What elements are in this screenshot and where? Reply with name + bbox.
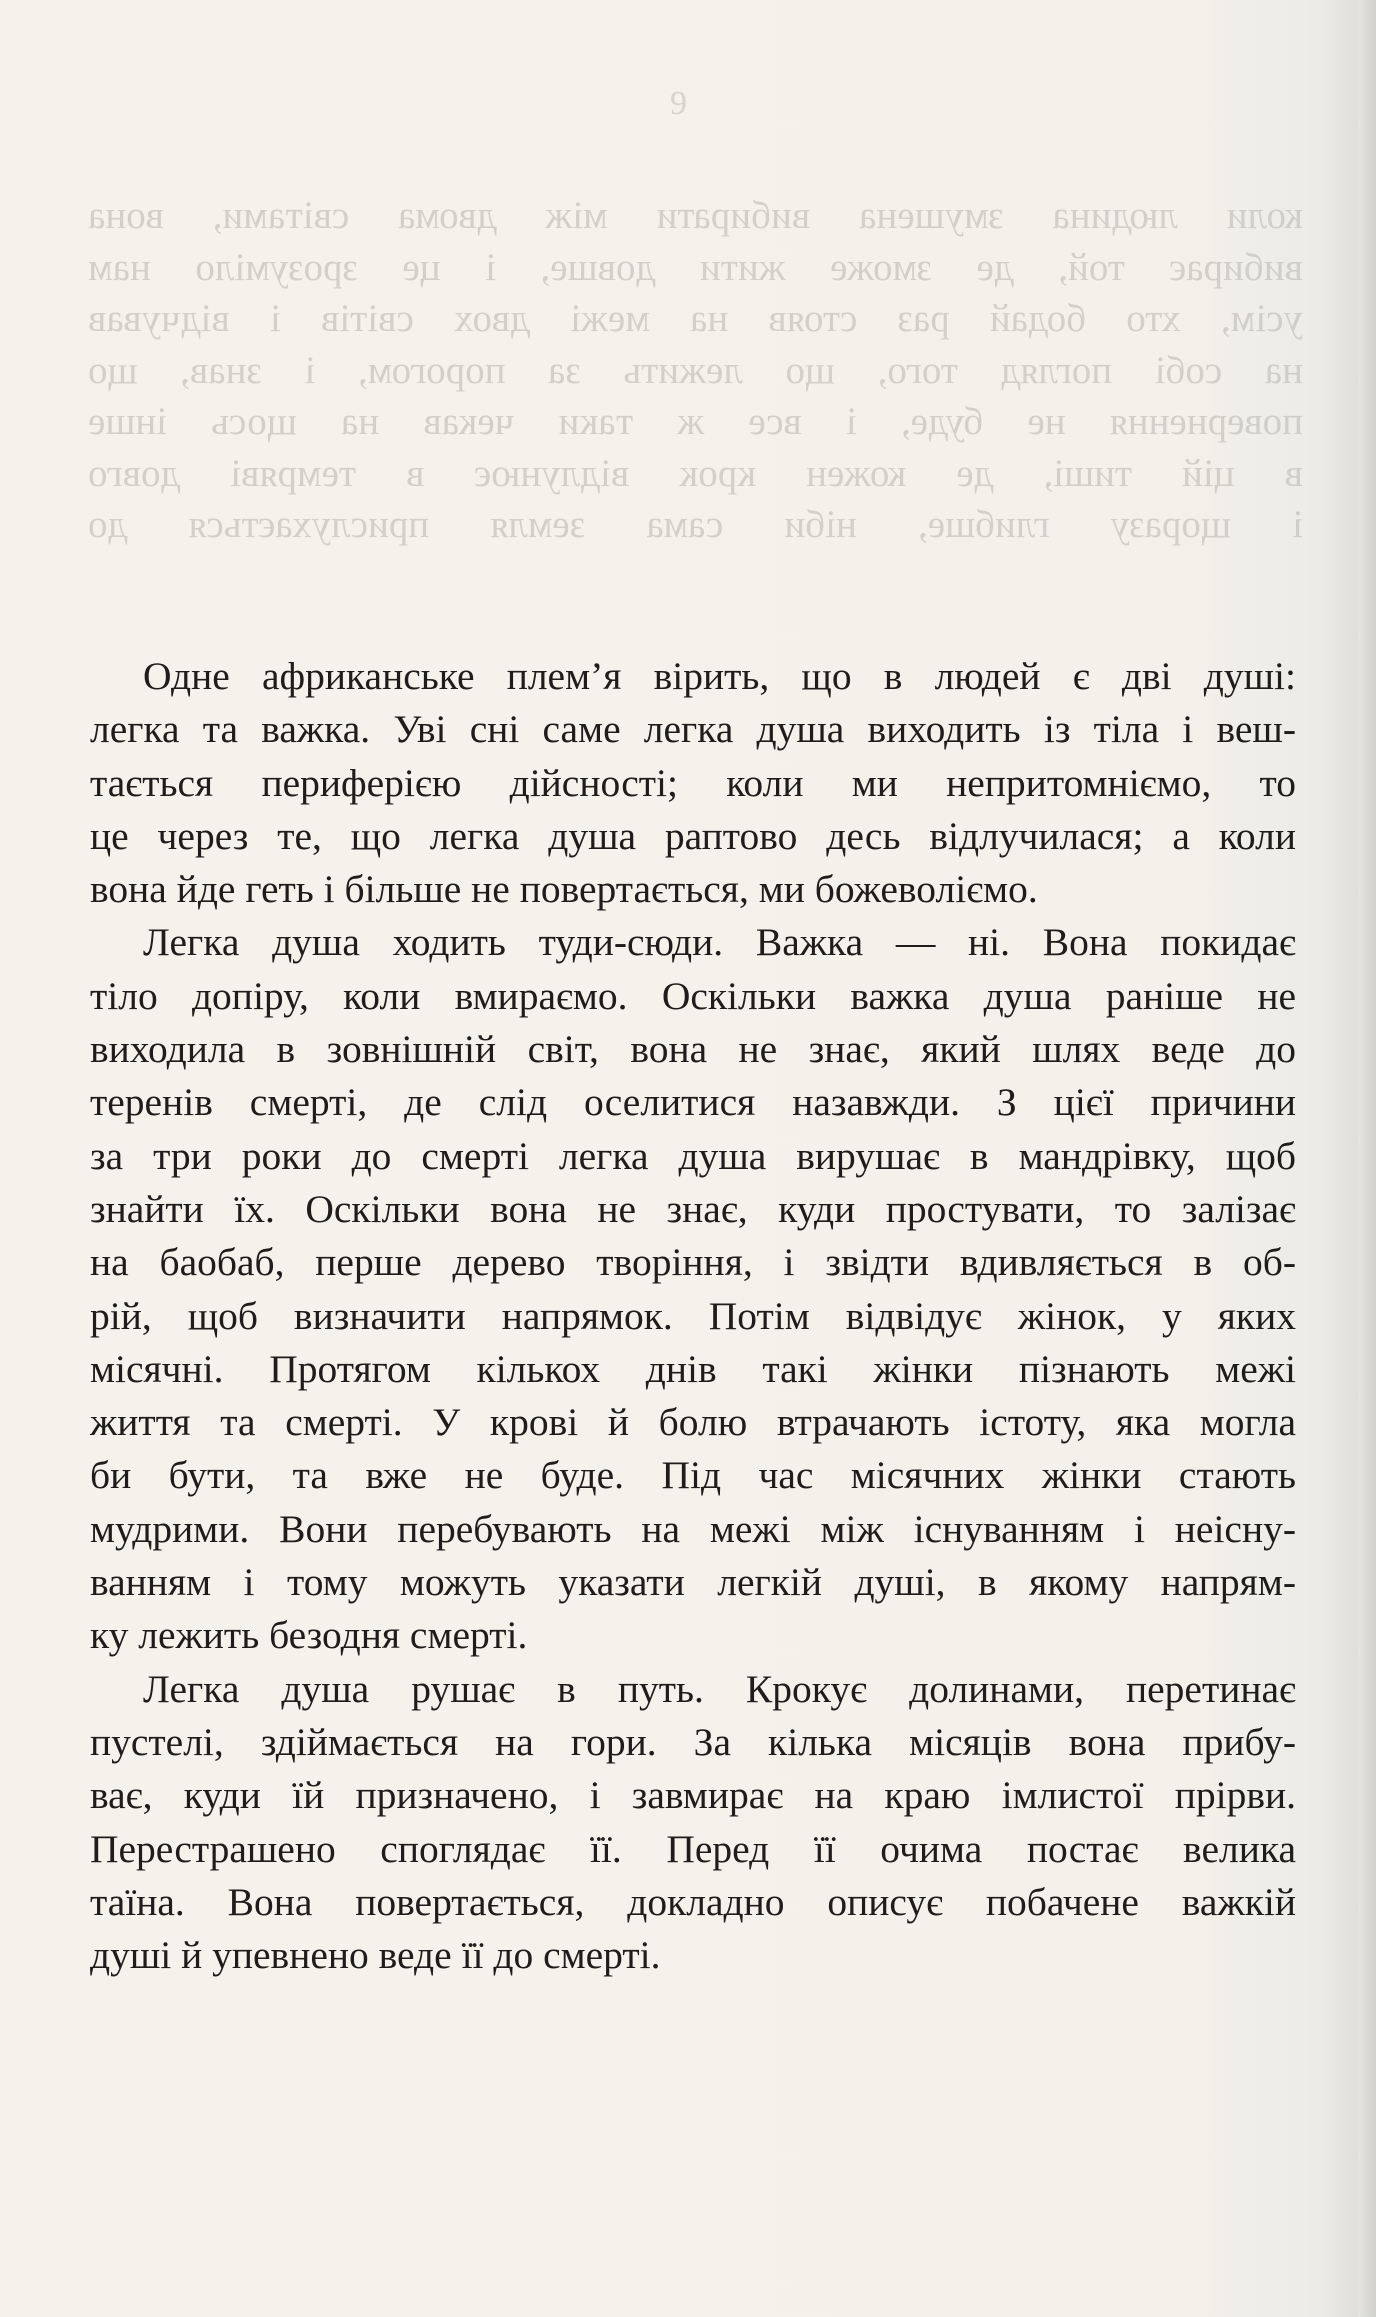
text-line: знайти їх. Оскільки вона не знає, куди простувати, то залізає bbox=[90, 1186, 1296, 1231]
text-line: Перестрашено споглядає її. Перед її очима постає велика bbox=[90, 1826, 1296, 1871]
text-line: тіло допіру, коли вмираємо. Оскільки важка душа раніше не bbox=[90, 973, 1296, 1018]
text-line: Легка душа ходить туди-сюди. Важка — ні. Вона покидає bbox=[143, 920, 1296, 965]
text-line: місячні. Протягом кількох днів такі жінки пізнають межі bbox=[90, 1346, 1296, 1391]
text-line: легка та важка. Уві сні саме легка душа виходить із тіла і веш- bbox=[90, 707, 1296, 752]
text-line: Одне африканське плем’я вірить, що в людей є дві душі: bbox=[143, 654, 1296, 698]
paragraph-2 bbox=[90, 916, 1296, 1662]
text-line: душі й упевнено веде її до смерті. bbox=[90, 1933, 661, 1978]
bleed-through-text: коли людина змушена вибирати між двома світами, вона вибирає той, де зможе жити довше, і це зрозуміло нам усім, хто бодай раз стояв на межі двох світів і відчував на собі погляд того, що лежить за порогом, і знав, що повернення не буде, і все ж таки чекав на щось інше в цій тиші, де кожен крок відлунює в темряві довго і щоразу глибше, ніби сама земля прислухається до bbox=[88, 194, 1303, 546]
page-edge bbox=[1358, 0, 1376, 2317]
text-line: би бути, та вже не буде. Під час місячних жінки стають bbox=[90, 1453, 1296, 1498]
text-line: ває, куди їй призначено, і завмирає на краю імлистої прірви. bbox=[90, 1773, 1296, 1818]
text-line: ванням і тому можуть указати легкій душі, в якому напрям- bbox=[90, 1560, 1296, 1605]
text-line: пустелі, здіймається на гори. За кілька місяців вона прибу- bbox=[90, 1719, 1296, 1764]
text-line: мудрими. Вони перебувають на межі між існуванням і неісну- bbox=[90, 1506, 1296, 1551]
paragraph-1 bbox=[90, 650, 1296, 916]
text-line: на баобаб, перше дерево творіння, і звідти вдивляється в об- bbox=[90, 1240, 1296, 1285]
text-line: Легка душа рушає в путь. Крокує долинами, перетинає bbox=[143, 1666, 1296, 1711]
text-line: теренів смерті, де слід оселитися назавжди. З цієї причини bbox=[90, 1080, 1296, 1125]
paragraph-3 bbox=[90, 1663, 1296, 1983]
text-line: рій, щоб визначити напрямок. Потім відвідує жінок, у яких bbox=[90, 1293, 1296, 1338]
body-text bbox=[90, 650, 1296, 1982]
text-line: життя та смерті. У крові й болю втрачають істоту, яка могла bbox=[90, 1400, 1296, 1445]
text-line: таїна. Вона повертається, докладно описує побачене важкій bbox=[90, 1879, 1296, 1924]
text-line: за три роки до смерті легка душа вирушає в мандрівку, щоб bbox=[90, 1133, 1296, 1178]
text-line: тається периферією дійсності; коли ми непритомніємо, то bbox=[90, 760, 1296, 805]
text-line: це через те, що легка душа раптово десь відлучилася; а коли bbox=[90, 813, 1296, 858]
text-line: виходила в зовнішній світ, вона не знає, який шлях веде до bbox=[90, 1027, 1296, 1072]
text-line: вона йде геть і більше не повертається, ми божеволіємо. bbox=[90, 867, 1038, 912]
text-line: ку лежить безодня смерті. bbox=[90, 1613, 528, 1658]
bleed-through-page-number: 9 bbox=[670, 85, 687, 122]
